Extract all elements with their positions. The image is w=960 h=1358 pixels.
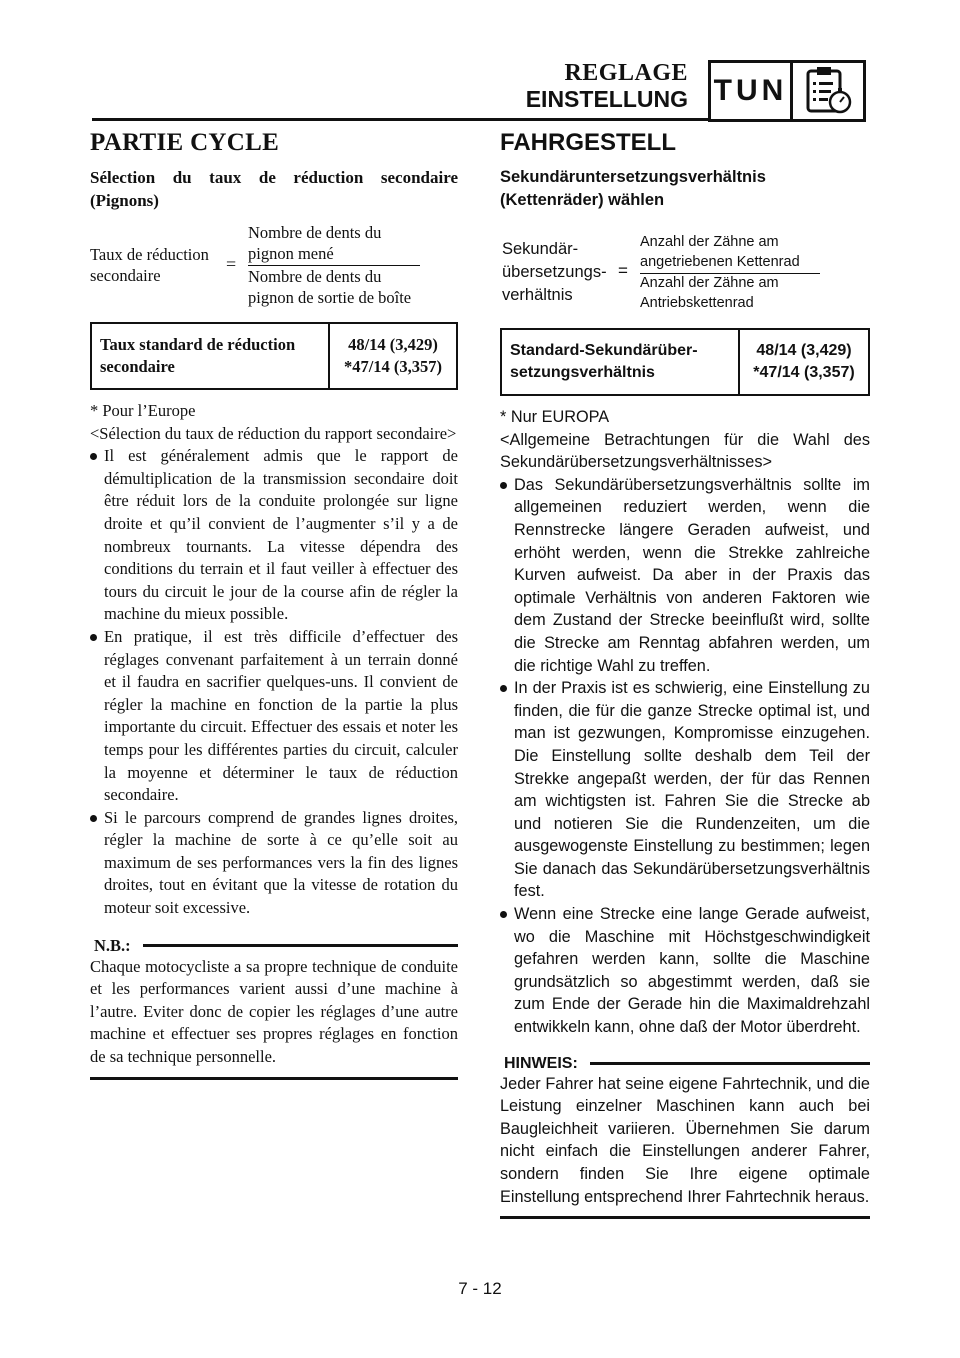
note-de-rule (590, 1062, 870, 1065)
formula-fr-left (90, 244, 209, 286)
french-column (90, 128, 458, 1080)
bullet-fr-1: Il est généralement admis que le rapport de démultiplication de la transmission secondaire doit être réduit lors de la conduite prolongée sur ligne droite et qu’il convient de l’augmenter s’il y a de nombreux tournants. La vitesse dépendra des conditions du terrain et il faut veiller à effectuer des tours du circuit le jour de la course afin de régler la machine du mieux possible. (90, 445, 458, 626)
spec-table-fr (90, 322, 458, 390)
page-number: 7 - 12 (458, 1279, 502, 1298)
bullet-fr-3: Si le parcours comprend de grandes lignes droites, régler la machine de sorte à ce qu’elle soit au maximum de ses performances vers la fin des lignes droites, tout en évitant que la vitesse de rotation du moteur soit excessive. (90, 807, 458, 920)
formula-fr-equals: = (226, 254, 237, 274)
note-fr-end-rule (90, 1077, 458, 1080)
body-de (500, 406, 870, 1039)
footnote-fr: * Pour l’Europe (90, 401, 196, 420)
spec-fr-label-line2: secondaire (100, 357, 175, 376)
spec-de-value-line2: *47/14 (3,357) (753, 364, 855, 381)
footnote-de: * Nur EUROPA (500, 408, 610, 426)
clipboard-stopwatch-icon (793, 63, 863, 119)
subtitle-de: Sekundäruntersetzungsverhältnis (Kettenräder) wählen (500, 168, 766, 209)
chapter-badge (708, 60, 866, 122)
note-fr (90, 936, 458, 1080)
intro-fr: <Sélection du taux de réduction du rapport secondaire> (90, 423, 457, 443)
spec-table-de-value (739, 329, 869, 395)
formula-fr (90, 218, 458, 310)
section-title-fr: PARTIE CYCLE (90, 129, 280, 156)
note-fr-label: N.B.: (94, 935, 131, 955)
header-title-de: EINSTELLUNG (525, 86, 688, 112)
header-title-fr: REGLAGE (564, 60, 688, 86)
note-de-label: HINWEIS: (504, 1054, 578, 1072)
spec-fr-label-line1: Taux standard de réduction (100, 335, 296, 354)
formula-fr-den-line1: Nombre de dents du (248, 267, 382, 286)
spec-table-de (500, 328, 870, 396)
body-fr (90, 400, 458, 920)
bullet-de-3: Wenn eine Strecke eine lange Gerade aufweist, wo die Maschine mit Höchstgeschwindigkeit gefahren werden kann, sollte die Maschine grundsätzlich so abgestimmt werden, daß sie zum Ende der Gerade hin die Maximaldrehzahl entwikkeln kann, ohne daß der Motor überdreht. (500, 903, 870, 1039)
formula-fr-left-line2: secondaire (90, 266, 161, 285)
spec-fr-value-line1: 48/14 (3,429) (348, 335, 438, 354)
formula-de-num-line2: angetriebenen Kettenrad (640, 254, 800, 270)
formula-de-left-line3: verhältnis (502, 286, 573, 304)
intro-de: <Allgemeine Betrachtungen für die Wahl des Sekundärübersetzungsverhältnisses> (500, 430, 870, 472)
spec-fr-value-line2: *47/14 (3,357) (343, 357, 443, 376)
formula-de-den-line2: Antriebskettenrad (640, 295, 754, 311)
spec-de-label-line1: Standard-Sekundärüber- (510, 342, 698, 359)
formula-de-den-line1: Anzahl der Zähne am (640, 275, 779, 291)
spec-table-fr-value (329, 323, 457, 389)
formula-de-left-line2: übersetzungs- (502, 263, 607, 281)
note-de-text: Jeder Fahrer hat seine eigene Fahrtechnik, und die Leistung einzelner Maschinen kann auch bei Baugleichheit variieren. Übernehmen Sie darum nicht einfach die Einstellungen anderer Fahrer, sondern finden Sie Ihre eigene optimale Einstellung entsprechend Ihrer Fahrtechnik heraus. (500, 1074, 870, 1206)
formula-fr-num-line1: Nombre de dents du (248, 223, 382, 242)
bullet-de-2: In der Praxis ist es schwierig, eine Einstellung zu finden, die für die ganze Strecke optimal ist, und man ist gezwungen, Kompromisse einzugehen. Die Einstellung sollte deshalb dem Teil der Strekke angepaßt werden, der für das Rennen am wichtigsten ist. Fahren Sie die Strecke ab und notieren Sie die Rundenzeiten, um die ausgewogenste Einstellung zu bestimmen; legen Sie danach das Sekundärübersetzungsverhältnis fest. (500, 677, 870, 903)
spec-de-value-line1: 48/14 (3,429) (756, 342, 852, 359)
formula-de-denominator (640, 273, 779, 313)
note-de (500, 1055, 870, 1220)
chapter-badge-label: TUN (711, 63, 793, 119)
formula-fr-denominator (248, 266, 411, 308)
formula-de-num-line1: Anzahl der Zähne am (640, 234, 779, 250)
note-de-end-rule (500, 1216, 870, 1219)
formula-fr-numerator (248, 222, 381, 264)
spec-de-label-line2: setzungsverhältnis (510, 364, 655, 381)
formula-de-equals: = (618, 261, 628, 280)
bullet-de-1: Das Sekundärübersetzungsverhältnis sollte im allgemeinen reduziert werden, wenn die Rennstrecke längere Geraden aufweist, und erhöht werden, wenn die Strekke zahlreiche Kurven aufweist. Da aber in der Praxis das optimale Verhältnis von anderen Faktoren wie dem Zustand der Strecke beeinflußt wird, sollte die Strecke am Renntag abfahren werden, um die richtige Wahl zu treffen. (500, 474, 870, 677)
formula-fr-left-line1: Taux de réduction (90, 245, 209, 264)
formula-de (500, 230, 870, 322)
formula-de-left-line1: Sekundär- (502, 240, 579, 258)
spec-table-fr-label (91, 323, 329, 389)
spec-table-de-label (501, 329, 739, 395)
header-rule (92, 118, 708, 121)
bullet-fr-2: En pratique, il est très difficile d’effectuer des réglages convenant parfaitement à un terrain donné et il faudra en sacrifier quelques-uns. Il convient de régler la machine en fonction de la partie la plus importante du circuit. Effectuer des essais et noter les temps pour les différentes parties du circuit, calculer la moyenne et déterminer le taux de réduction secondaire. (90, 626, 458, 807)
note-fr-rule (143, 944, 458, 947)
section-title-de: FAHRGESTELL (500, 129, 677, 156)
formula-fr-num-line2: pignon mené (248, 244, 334, 263)
formula-fr-den-line2: pignon de sortie de boîte (248, 288, 412, 307)
german-column (500, 128, 870, 1219)
note-fr-text: Chaque motocycliste a sa propre technique de conduite et les performances varient aussi d’une machine à l’autre. Eviter donc de copier les réglages d’une autre machine et effectuer ses propres réglages en fonction de sa technique personnelle. (90, 956, 458, 1067)
formula-de-left (502, 238, 607, 307)
formula-de-numerator (640, 232, 800, 272)
subtitle-fr: Sélection du taux de réduction secondaire (Pignons) (90, 168, 458, 210)
